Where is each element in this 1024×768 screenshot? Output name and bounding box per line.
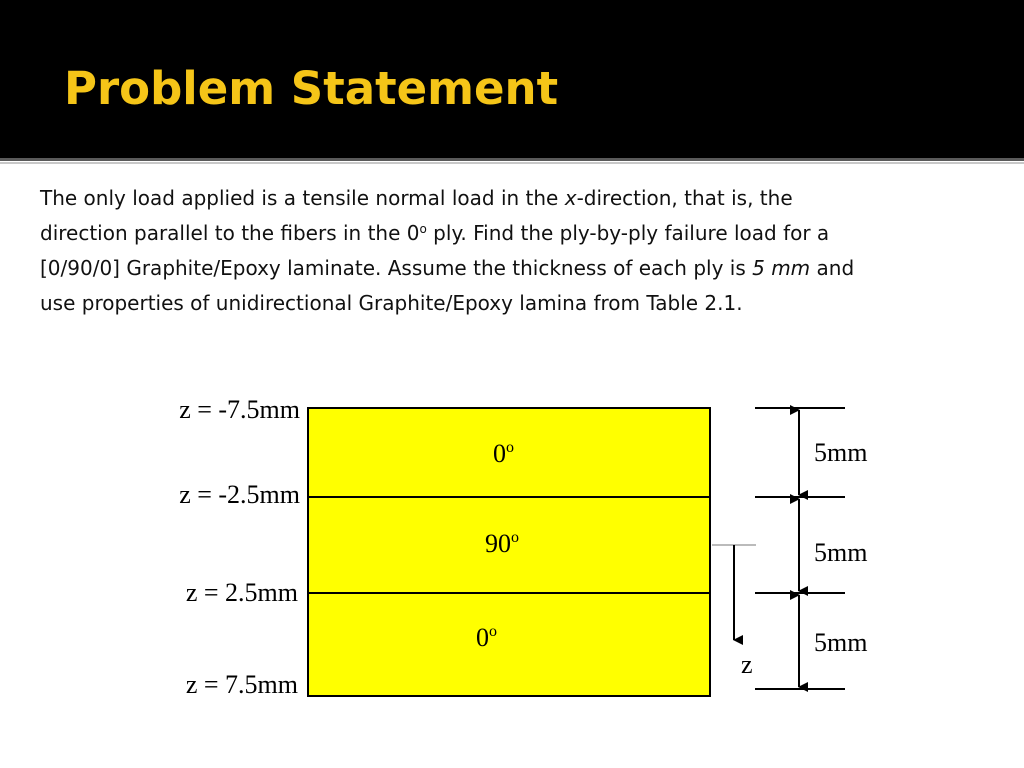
ply-angle-middle: 90$^o$ — [485, 529, 519, 558]
z-label-upper: z = -2.5mm — [179, 480, 300, 509]
thickness-label-middle: 5mm — [814, 538, 868, 567]
thickness-label-top: 5mm — [814, 438, 868, 467]
z-label-top: z = -7.5mm — [179, 395, 300, 424]
slide-title: Problem Statement — [64, 62, 559, 115]
text-span: The only load applied is a tensile normal load in the — [40, 186, 565, 210]
text-span: [0/90/0] Graphite/Epoxy laminate. Assume the thickness of each ply is — [40, 256, 753, 280]
text-span: -direction, that is, the — [576, 186, 793, 210]
ply-angle-bottom: 0$^o$ — [476, 623, 497, 652]
z-label-lower: z = 2.5mm — [185, 578, 298, 607]
text-span: direction parallel to the fibers in the 0 — [40, 221, 420, 245]
text-span: ply. Find the ply-by-ply failure load for a — [426, 221, 830, 245]
z-axis-label: z — [741, 650, 753, 679]
paragraph-line-4: use properties of unidirectional Graphite/Epoxy lamina from Table 2.1. — [40, 291, 743, 315]
x-variable: x — [564, 186, 577, 210]
degree-superscript: o — [419, 222, 427, 236]
thickness-value: 5 mm — [752, 256, 811, 280]
z-label-bottom: z = 7.5mm — [185, 670, 298, 699]
ply-angle-top: 0$^o$ — [493, 439, 514, 468]
thickness-label-bottom: 5mm — [814, 628, 868, 657]
text-span: and — [810, 256, 855, 280]
